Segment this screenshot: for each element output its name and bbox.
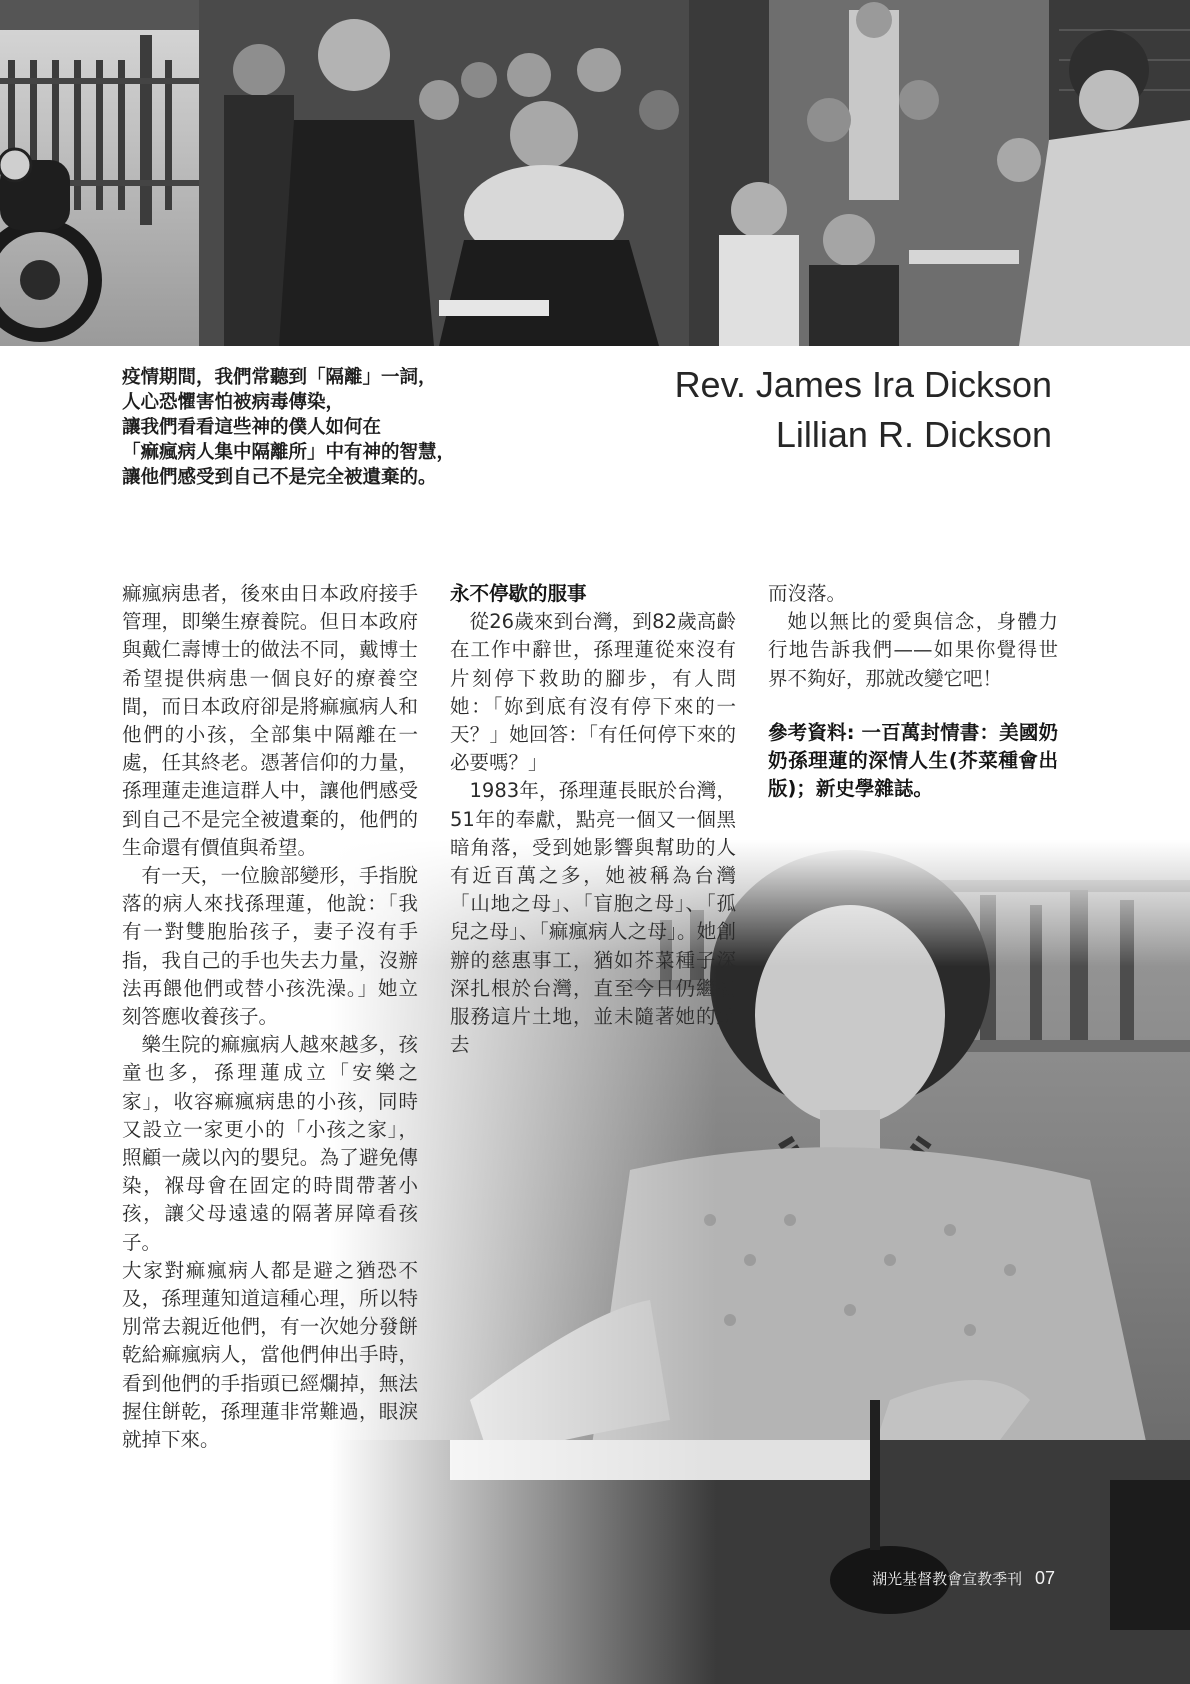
publication-name: 湖光基督教會宣教季刊 [872, 1570, 1023, 1588]
intro-line: 人心恐懼害怕被病毒傳染， [122, 392, 345, 413]
paragraph: 而沒落。 [768, 582, 847, 605]
name-lillian: Lillian R. Dickson [775, 414, 1052, 455]
page-number: 07 [1034, 1568, 1055, 1588]
intro-line: 疫情期間，我們常聽到「隔離」一詞， [122, 367, 437, 388]
photo-couple-with-garlands [199, 0, 689, 346]
paragraph: 1983年，孫理蓮長眠於台灣，51年的奉獻，點亮一個又一個黑暗角落，受到她影響與幫助的人有近百萬之多，她被稱為台灣「山地之母」、「盲胞之母」、「孤兒之母」、「痲瘋病人之母」。她創辦的慈惠事工，猶如芥菜種子深深扎根於台灣，直至今日仍繼續服務這片土地，並未隨著她的逝去 [450, 779, 736, 1057]
page-footer [872, 1568, 1055, 1589]
references: 參考資料: 一百萬封情書：美國奶奶孫理蓮的深情人生(芥菜種會出版)；新史學雜誌。 [768, 720, 1058, 800]
names-title [675, 360, 1052, 460]
paragraph: 痲瘋病患者，後來由日本政府接手管理，即樂生療養院。但日本政府與戴仁壽博士的做法不同，戴博士希望提供病患一個良好的療養空間，而日本政府卻是將痲瘋病人和他們的小孩，全部集中隔離在一處，任其終老。憑著信仰的力量，孫理蓮走進這群人中，讓他們感受到自己不是完全被遺棄的，他們的生命還有價值與希望。 [122, 582, 418, 859]
intro-line: 讓我們看看這些神的僕人如何在 [122, 417, 382, 438]
column-1 [122, 580, 418, 1454]
column-2 [450, 580, 736, 1059]
paragraph: 樂生院的痲瘋病人越來越多，孩童也多，孫理蓮成立「安樂之家」，收容痲瘋病患的小孩，同時又設立一家更小的「小孩之家」，照顧一歲以內的嬰兒。為了避免傳染，褓母會在固定的時間帶著小孩，讓父母遠遠的隔著屏障看孩子。 [122, 1033, 418, 1254]
paragraph: 有一天，一位臉部變形，手指脫落的病人來找孫理蓮，他說：「我有一對雙胞胎孩子，妻子沒有手指，我自己的手也失去力量，沒辦法再餵他們或替小孩洗澡。」她立刻答應收養孩子。 [122, 864, 418, 1029]
intro-paragraph [122, 365, 592, 490]
intro-line: 「痲瘋病人集中隔離所」中有神的智慧， [122, 442, 456, 463]
section-heading: 永不停歇的服事 [450, 582, 587, 605]
intro-line: 讓他們感受到自己不是完全被遺棄的。 [122, 467, 437, 488]
paragraph: 大家對痲瘋病人都是避之猶恐不及，孫理蓮知道這種心理，所以特別常去親近他們，有一次她分發餅乾給痲瘋病人，當他們伸出手時，看到他們的手指頭已經爛掉，無法握住餅乾，孫理蓮非常難過，眼淚就掉下來。 [122, 1258, 418, 1452]
column-3 [768, 580, 1058, 803]
top-photo-strip [0, 0, 1190, 346]
name-james: Rev. James Ira Dickson [674, 364, 1052, 405]
photo-motorcycle-fence [0, 0, 199, 346]
paragraph: 從26歲來到台灣，到82歲高齡在工作中辭世，孫理蓮從來沒有片刻停下救助的腳步，有人問她：「妳到底有沒有停下來的一天？」她回答：「有任何停下來的必要嗎？」 [450, 610, 736, 775]
paragraph: 她以無比的愛與信念，身體力行地告訴我們——如果你覺得世界不夠好，那就改變它吧！ [768, 610, 1058, 690]
photo-woman-with-children [689, 0, 1190, 346]
